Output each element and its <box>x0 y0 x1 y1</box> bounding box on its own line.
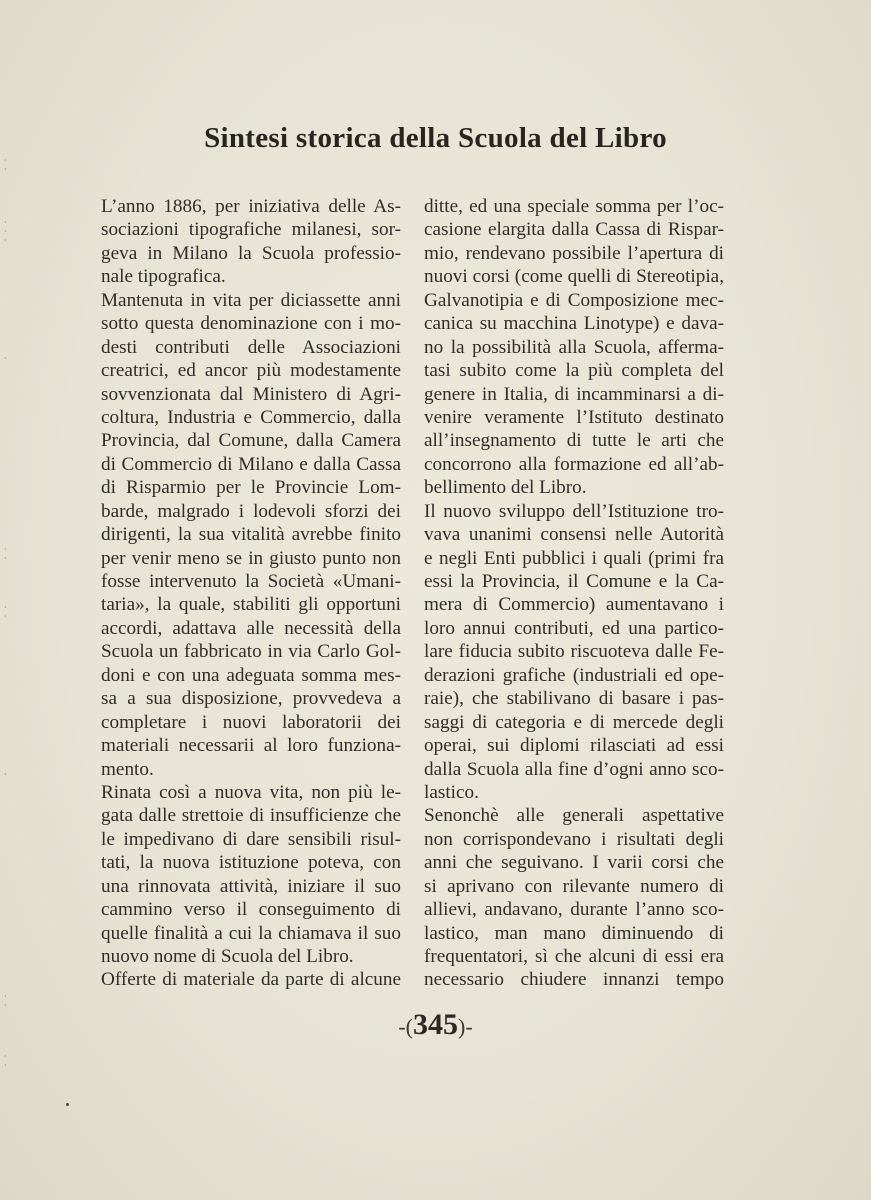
text-line: sa a sua disposizione, provvedeva a <box>101 688 401 710</box>
text-line: Mantenuta in vita per diciassette anni <box>101 289 401 311</box>
text-line: Galvanotipia e di Composizione mec- <box>424 289 724 311</box>
text-line: loro annui contributi, ed una partico- <box>424 617 724 639</box>
text-line: casione elargita dalla Cassa di Rispar- <box>424 219 724 241</box>
text-line: bellimento del Libro. <box>424 477 587 499</box>
text-line: essi la Provincia, il Comune e la Ca- <box>424 571 724 592</box>
text-line: non corrispondevano i risultati degli <box>424 828 724 850</box>
text-line: genere in Italia, di incamminarsi a di- <box>424 383 724 405</box>
text-line: barde, malgrado i lodevoli sforzi dei <box>101 500 401 522</box>
edge-mark: · · <box>4 992 9 1010</box>
text-line: nuovi corsi (come quelli di Stereotipia, <box>424 266 724 288</box>
text-line: canica su macchina Linotype) e dava- <box>424 313 724 335</box>
text-line: lare fiducia subito riscuoteva dalle Fe- <box>424 641 724 663</box>
text-line: sotto questa denominazione con i mo- <box>101 313 401 335</box>
page-number <box>0 1008 871 1042</box>
left-text-column <box>101 195 401 992</box>
edge-mark: · · <box>4 1052 9 1070</box>
text-line: accordi, adattava alle necessità della <box>101 617 401 639</box>
text-line: ditte, ed una speciale somma per l’oc- <box>424 196 724 217</box>
text-line: dirigenti, la sua vitalità avrebbe finito <box>101 524 401 546</box>
text-line: desti contributi delle Associazioni <box>101 336 401 358</box>
text-line: le impedivano di dare sensibili risul- <box>101 828 401 850</box>
text-line: saggi di categoria e di mercede degli <box>424 711 724 733</box>
text-line: tati, la nuova istituzione poteva, con <box>101 852 401 874</box>
text-line: sovvenzionata dal Ministero di Agri- <box>101 383 401 405</box>
text-line: operai, sui diplomi rilasciati ad essi <box>424 735 724 757</box>
edge-mark: · <box>4 770 9 779</box>
right-text-column <box>424 195 724 992</box>
text-line: Offerte di materiale da parte di alcune <box>101 969 401 991</box>
text-line: all’insegnamento di tutte le arti che <box>424 430 724 452</box>
text-line: completare i nuovi laboratorii dei <box>101 711 401 733</box>
edge-mark: · · <box>4 156 9 174</box>
text-line: di Commercio di Milano e dalla Cassa <box>101 453 401 475</box>
page-number-ornament-right: )- <box>458 1014 473 1039</box>
page-title: Sintesi storica della Scuola del Libro <box>204 122 667 154</box>
text-line: nuovo nome di Scuola del Libro. <box>101 946 354 967</box>
page-number-ornament-left: -( <box>398 1014 413 1039</box>
text-line: frequentatori, sì che alcuni di essi era <box>424 946 724 967</box>
text-line: Il nuovo sviluppo dell’Istituzione tro- <box>424 500 724 522</box>
text-line: mento. <box>101 758 154 780</box>
text-line: Senonchè alle generali aspettative <box>424 805 724 827</box>
text-line: e negli Enti pubblici i quali (primi fra <box>424 547 724 569</box>
text-line: taria», la quale, stabiliti gli opportuni <box>101 594 401 616</box>
text-line: lastico, man mano diminuendo di <box>424 922 724 944</box>
text-line: doni e con una adeguata somma mes- <box>101 664 401 686</box>
text-line: lastico. <box>424 781 479 803</box>
text-line: mio, rendevano possibile l’apertura di <box>424 242 724 264</box>
text-line: materiali necessarii al loro funziona- <box>101 735 401 757</box>
text-line: sociazioni tipografiche milanesi, sor- <box>101 219 401 241</box>
edge-mark: · · <box>4 603 9 621</box>
text-line: derazioni grafiche (industriali ed ope- <box>424 664 724 686</box>
text-line: fosse intervenuto la Società «Umani- <box>101 571 401 592</box>
text-line: si aprivano con rilevante numero di <box>424 875 724 897</box>
text-line: di Risparmio per le Provincie Lom- <box>101 477 401 499</box>
text-line: geva in Milano la Scuola professio- <box>101 242 401 264</box>
page-number-value: 345 <box>413 1008 458 1041</box>
text-line: raie), che stabilivano di basare i pas- <box>424 688 724 710</box>
text-line: per venir meno se in giusto punto non <box>101 547 401 569</box>
text-line: no la possibilità alla Scuola, afferma- <box>424 336 724 358</box>
text-line: quelle finalità a cui la chiamava il suo <box>101 922 401 944</box>
text-line: coltura, Industria e Commercio, dalla <box>101 406 401 428</box>
text-line: Rinata così a nuova vita, non più le- <box>101 781 401 803</box>
text-line: concorrono alla formazione ed all’ab- <box>424 453 724 475</box>
text-line: nale tipografica. <box>101 266 226 288</box>
edge-mark: · <box>4 354 9 363</box>
paper-speck <box>66 1103 69 1106</box>
text-line: anni che seguivano. I varii corsi che <box>424 852 724 874</box>
edge-mark: · · <box>4 545 9 563</box>
text-line: una rinnovata attività, iniziare il suo <box>101 875 401 897</box>
text-line: tasi subito come la più completa del <box>424 360 724 382</box>
text-line: Scuola un fabbricato in via Carlo Gol- <box>101 641 401 663</box>
text-line: cammino verso il conseguimento di <box>101 899 401 921</box>
text-line: Provincia, dal Comune, dalla Camera <box>101 430 401 452</box>
text-line: allievi, andavano, durante l’anno sco- <box>424 899 724 921</box>
edge-mark: · · · <box>4 218 9 245</box>
text-line: creatrici, ed ancor più modestamente <box>101 360 401 382</box>
text-line: necessario chiudere innanzi tempo <box>424 969 724 991</box>
text-line: dalla Scuola alla fine d’ogni anno sco- <box>424 758 724 780</box>
text-line: gata dalle strettoie di insufficienze che <box>101 805 401 827</box>
text-line: vava unanimi consensi nelle Autorità <box>424 524 724 546</box>
text-line: venire veramente l’Istituto destinato <box>424 406 724 428</box>
text-line: mera di Commercio) aumentavano i <box>424 594 724 616</box>
text-line: L’anno 1886, per iniziativa delle As- <box>101 196 401 217</box>
